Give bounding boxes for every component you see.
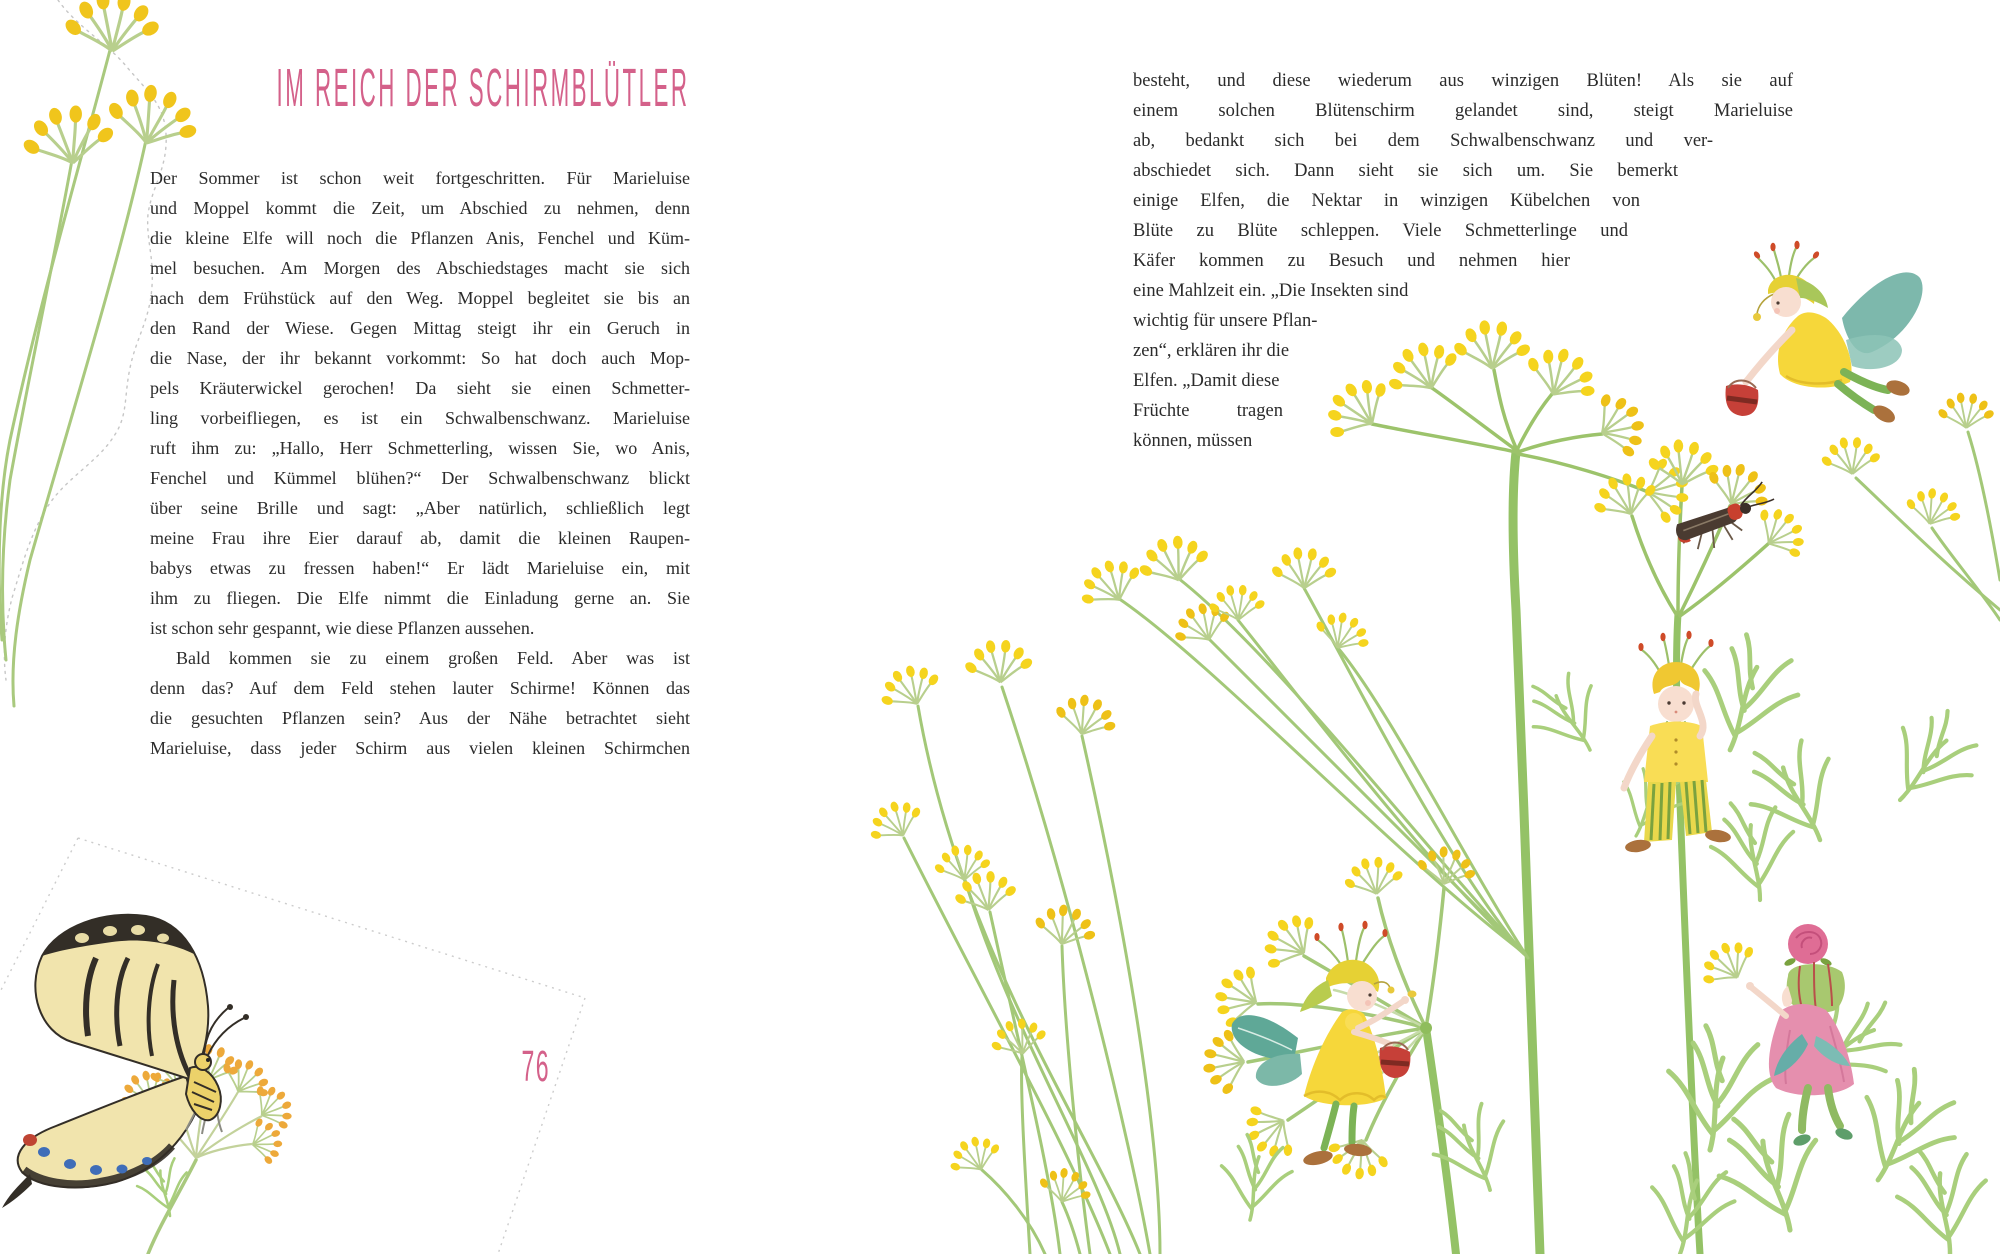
text-line: Käfer kommen zu Besuch und nehmen hier xyxy=(1133,251,1570,271)
tail-streamer xyxy=(2,1174,32,1208)
nectar-elf-illustration xyxy=(1232,921,1417,1168)
chapter-title xyxy=(150,56,690,128)
text-line: pels Kräuterwickel gerochen! Da sieht sie einen Schmetter- xyxy=(150,378,690,398)
text-line: abschiedet sich. Dann sieht sie sich um. Sie bemerkt xyxy=(1133,161,1678,181)
text-line: mel besuchen. Am Morgen des Abschiedstages macht sie sich xyxy=(150,258,690,278)
elf-clog xyxy=(1302,1149,1334,1168)
elf-dress xyxy=(1778,312,1852,387)
text-line: ling vorbeifliegen, es ist ein Schwalbenschwanz. Marieluise xyxy=(150,408,690,428)
elf-arm xyxy=(1752,988,1786,1016)
fennel-scene-illustration xyxy=(830,190,2000,1254)
fennel-stalks xyxy=(904,432,2000,1254)
text-line: und Moppel kommt die Zeit, um Abschied zu nehmen, denn xyxy=(150,198,690,218)
text-line: die gesuchten Pflanzen sein? Aus der Nähe betrachtet sieht xyxy=(150,708,690,728)
text-line: über seine Brille und sagt: „Aber natürlich, schließlich legt xyxy=(150,498,690,518)
boy-head xyxy=(1658,686,1694,722)
text-line: besteht, und diese wiederum aus winzigen Blüten! Als sie auf xyxy=(1133,71,1793,91)
head xyxy=(195,1054,211,1070)
text-line: Marieluise, dass jeder Schirm aus vielen kleinen Schirmchen xyxy=(150,738,690,758)
elf-boot xyxy=(1884,378,1911,399)
text-line: babys etwas zu fressen haben!“ Er lädt Marieluise ein, mit xyxy=(150,558,690,578)
text-line: zen“, erklären ihr die xyxy=(1133,341,1290,361)
text-line: ruft ihm zu: „Hallo, Herr Schmetterling, wissen Sie, wo Anis, xyxy=(150,438,690,458)
text-line: Früchte tragen xyxy=(1133,401,1283,421)
text-line: wichtig für unsere Pflan- xyxy=(1133,311,1318,331)
fennel-foliage xyxy=(1213,625,1993,1254)
text-line: denn das? Auf dem Feld stehen lauter Schirme! Können das xyxy=(150,678,690,698)
text-line: den Rand der Wiese. Gegen Mittag steigt ihr ein Geruch in xyxy=(150,318,690,338)
elf-head xyxy=(1347,981,1377,1011)
text-line: nach dem Frühstück auf den Weg. Moppel begleitet sie bis an xyxy=(150,288,690,308)
swallowtail-butterfly-illustration xyxy=(0,830,620,1254)
text-line: meine Frau ihre Eier darauf ab, damit die kleinen Raupen- xyxy=(150,528,690,548)
left-page-text xyxy=(150,163,690,763)
elf-dress xyxy=(1769,1004,1854,1095)
elf-shoe xyxy=(1834,1126,1854,1142)
text-line: Elfen. „Damit diese xyxy=(1133,371,1280,391)
umbel-rays xyxy=(1372,370,1768,616)
sticker-dashed-outline xyxy=(4,0,166,680)
chapter-title-text: IM REICH DER SCHIRMBLÜTLER xyxy=(276,56,690,118)
text-line: können, müssen xyxy=(1133,431,1253,451)
text-line: Blüte zu Blüte schleppen. Viele Schmetterlinge und xyxy=(1133,221,1628,241)
fennel-umbel xyxy=(60,0,163,55)
text-line: Bald kommen sie zu einem großen Feld. Aber was ist xyxy=(176,648,690,668)
text-line: ab, bedankt sich bei dem Schwalbenschwanz und ver- xyxy=(1133,131,1713,151)
flying-elf-illustration xyxy=(1726,241,1923,426)
page-number: 76 xyxy=(521,1041,551,1091)
text-line: Der Sommer ist schon weit fortgeschritten. Für Marieluise xyxy=(150,168,690,188)
red-spot xyxy=(23,1134,37,1146)
text-line: Fenchel und Kümmel blühen?“ Der Schwalbenschwanz blickt xyxy=(150,468,690,488)
fennel-umbel xyxy=(13,94,120,175)
text-line: einige Elfen, die Nektar in winzigen Kübelchen von xyxy=(1133,191,1640,211)
text-line: die Nase, der ihr bekannt vorkommt: So hat doch auch Mop- xyxy=(150,348,690,368)
text-line: eine Mahlzeit ein. „Die Insekten sind xyxy=(1133,281,1409,301)
swallowtail-butterfly xyxy=(2,915,249,1208)
text-line: die kleine Elfe will noch die Pflanzen Anis, Fenchel und Küm- xyxy=(150,228,690,248)
text-line: ihm zu fliegen. Die Elfe nimmt die Einladung gerne an. Sie xyxy=(150,588,690,608)
text-line: einem solchen Blütenschirm gelandet sind, steigt Marieluise xyxy=(1133,101,1793,121)
text-line: ist schon sehr gespannt, wie diese Pflanzen aussehen. xyxy=(150,618,535,638)
